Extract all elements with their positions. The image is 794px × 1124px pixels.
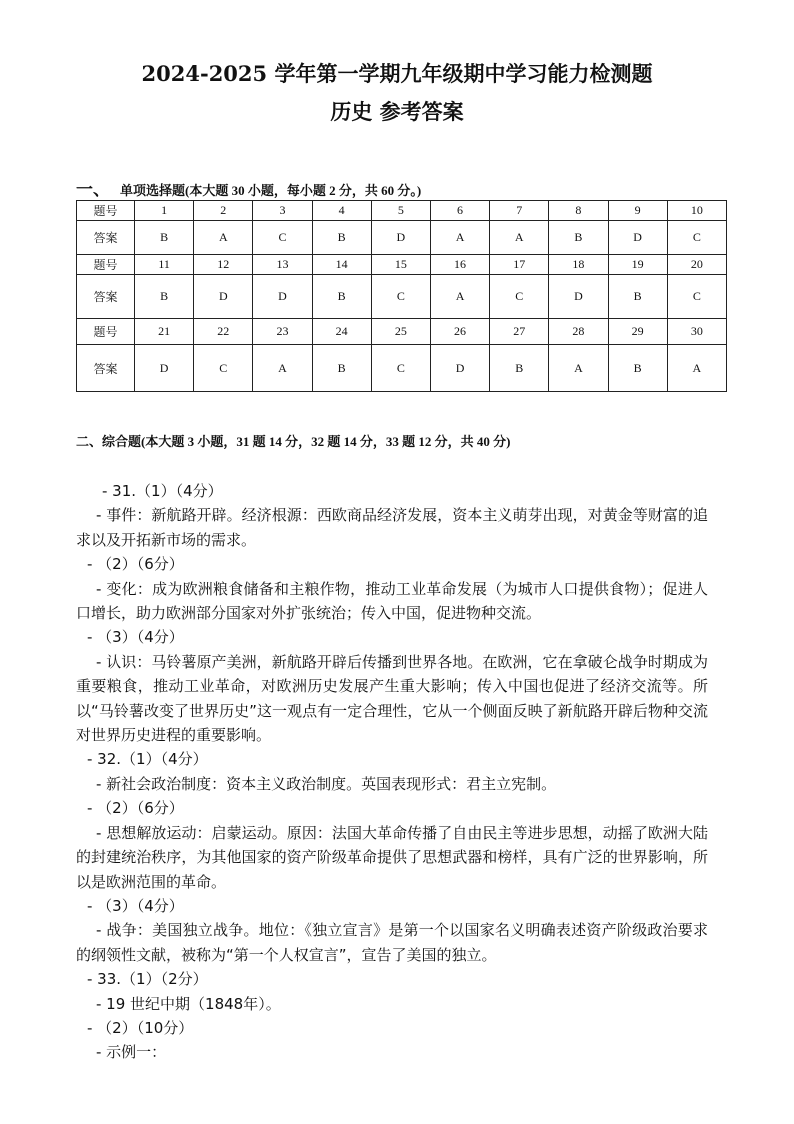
answer-cell: D: [549, 275, 608, 319]
question-number: 18: [549, 255, 608, 275]
section2-heading: 二、综合题(本大题 3 小题，31 题 14 分，32 题 14 分，33 题 12 分，共 40 分): [76, 434, 511, 449]
question-number: 28: [549, 319, 608, 345]
table-row: [77, 221, 727, 255]
question-number: 13: [253, 255, 312, 275]
answer-paragraph: - 思想解放运动：启蒙运动。原因：法国大革命传播了自由民主等进步思想，动摇了欧洲大陆的封建统治秩序，为其他国家的资产阶级革命提供了思想武器和榜样，具有广泛的世界影响，所以是欧洲范围的革命。: [76, 823, 708, 891]
answer-cell: B: [135, 275, 194, 319]
row-label: 答案: [77, 345, 135, 392]
answer-cell: B: [549, 221, 608, 255]
answer-table: [76, 200, 727, 392]
table-row: [77, 319, 727, 345]
answer-cell: C: [667, 221, 726, 255]
answer-cell: C: [253, 221, 312, 255]
page-subtitle: 历史 参考答案: [330, 99, 464, 124]
section1-number: 一、: [76, 180, 110, 199]
answer-cell: B: [312, 345, 371, 392]
question-number: 25: [371, 319, 430, 345]
table-row: [77, 345, 727, 392]
answer-cell: B: [490, 345, 549, 392]
question-number: 20: [667, 255, 726, 275]
answer-cell: A: [667, 345, 726, 392]
answer-cell: D: [371, 221, 430, 255]
row-label: 题号: [77, 201, 135, 221]
question-number: 15: [371, 255, 430, 275]
sub-question-heading: - （2）（6分）: [87, 799, 184, 818]
question-number: 9: [608, 201, 667, 221]
answer-cell: D: [430, 345, 489, 392]
answer-cell: C: [371, 275, 430, 319]
question-number: 27: [490, 319, 549, 345]
question-number: 6: [430, 201, 489, 221]
question-number: 10: [667, 201, 726, 221]
table-row: [77, 275, 727, 319]
question-number: 30: [667, 319, 726, 345]
answer-cell: D: [253, 275, 312, 319]
question-number: 5: [371, 201, 430, 221]
question-number: 1: [135, 201, 194, 221]
question-heading: - 31.（1）（4分）: [102, 482, 223, 500]
answer-paragraph: - 示例一：: [96, 1043, 167, 1062]
question-number: 29: [608, 319, 667, 345]
answer-cell: A: [430, 275, 489, 319]
table-row: [77, 201, 727, 221]
answer-cell: B: [608, 345, 667, 392]
question-number: 21: [135, 319, 194, 345]
row-label: 答案: [77, 221, 135, 255]
question-heading: - 33.（1）（2分）: [87, 970, 208, 989]
sub-question-heading: - （3）（4分）: [87, 628, 184, 647]
answer-paragraph: - 新社会政治制度：资本主义政治制度。英国表现形式：君主立宪制。: [96, 774, 557, 793]
answer-cell: B: [312, 275, 371, 319]
row-label: 答案: [77, 275, 135, 319]
answer-cell: D: [135, 345, 194, 392]
answer-cell: D: [194, 275, 253, 319]
row-label: 题号: [77, 319, 135, 345]
question-number: 19: [608, 255, 667, 275]
section1-heading: [76, 175, 421, 200]
answer-paragraph: - 战争：美国独立战争。地位：《独立宣言》是第一个以国家名义明确表述资产阶级政治要求的纲领性文献，被称为“第一个人权宣言”，宣告了美国的独立。: [76, 921, 708, 964]
answer-cell: D: [608, 221, 667, 255]
page-title: 2024-2025 学年第一学期九年级期中学习能力检测题: [141, 61, 653, 86]
question-number: 3: [253, 201, 312, 221]
answer-cell: B: [312, 221, 371, 255]
answer-paragraph: - 事件：新航路开辟。经济根源：西欧商品经济发展，资本主义萌芽出现，对黄金等财富的追求以及开拓新市场的需求。: [76, 506, 708, 549]
answer-cell: B: [608, 275, 667, 319]
question-number: 22: [194, 319, 253, 345]
question-number: 16: [430, 255, 489, 275]
table-row: [77, 255, 727, 275]
answer-cell: A: [490, 221, 549, 255]
question-heading: - 32.（1）（4分）: [87, 750, 208, 769]
answer-paragraph: - 变化：成为欧洲粮食储备和主粮作物，推动工业革命发展（为城市人口提供食物）；促进人口增长，助力欧洲部分国家对外扩张统治；传入中国，促进物种交流。: [76, 579, 708, 623]
answer-cell: B: [135, 221, 194, 255]
question-number: 8: [549, 201, 608, 221]
answer-cell: A: [253, 345, 312, 392]
question-number: 4: [312, 201, 371, 221]
answer-cell: C: [667, 275, 726, 319]
question-number: 17: [490, 255, 549, 275]
row-label: 题号: [77, 255, 135, 275]
section1-heading-text: 单项选择题(本大题 30 小题，每小题 2 分，共 60 分。): [120, 183, 422, 198]
answer-cell: A: [194, 221, 253, 255]
answer-cell: C: [371, 345, 430, 392]
question-number: 2: [194, 201, 253, 221]
question-number: 26: [430, 319, 489, 345]
question-number: 11: [135, 255, 194, 275]
answer-cell: A: [549, 345, 608, 392]
sub-question-heading: - （2）（6分）: [87, 555, 184, 574]
answer-paragraph: - 19 世纪中期（1848年）。: [96, 994, 281, 1013]
answer-paragraph: - 认识：马铃薯原产美洲，新航路开辟后传播到世界各地。在欧洲，它在拿破仑战争时期成为重要粮食，推动工业革命，对欧洲历史发展产生重大影响；传入中国也促进了经济交流等。所以“马铃薯改变了世界历史”这一观点有一定合理性，它从一个侧面反映了新航路开辟后物种交流对世界历史进程的重要影响。: [76, 652, 708, 745]
question-number: 23: [253, 319, 312, 345]
answer-cell: A: [430, 221, 489, 255]
question-number: 14: [312, 255, 371, 275]
answer-cell: C: [490, 275, 549, 319]
sub-question-heading: - （2）（10分）: [87, 1018, 194, 1037]
answer-body: [76, 479, 708, 1065]
sub-question-heading: - （3）（4分）: [87, 896, 184, 915]
question-number: 12: [194, 255, 253, 275]
answer-cell: C: [194, 345, 253, 392]
question-number: 7: [490, 201, 549, 221]
question-number: 24: [312, 319, 371, 345]
